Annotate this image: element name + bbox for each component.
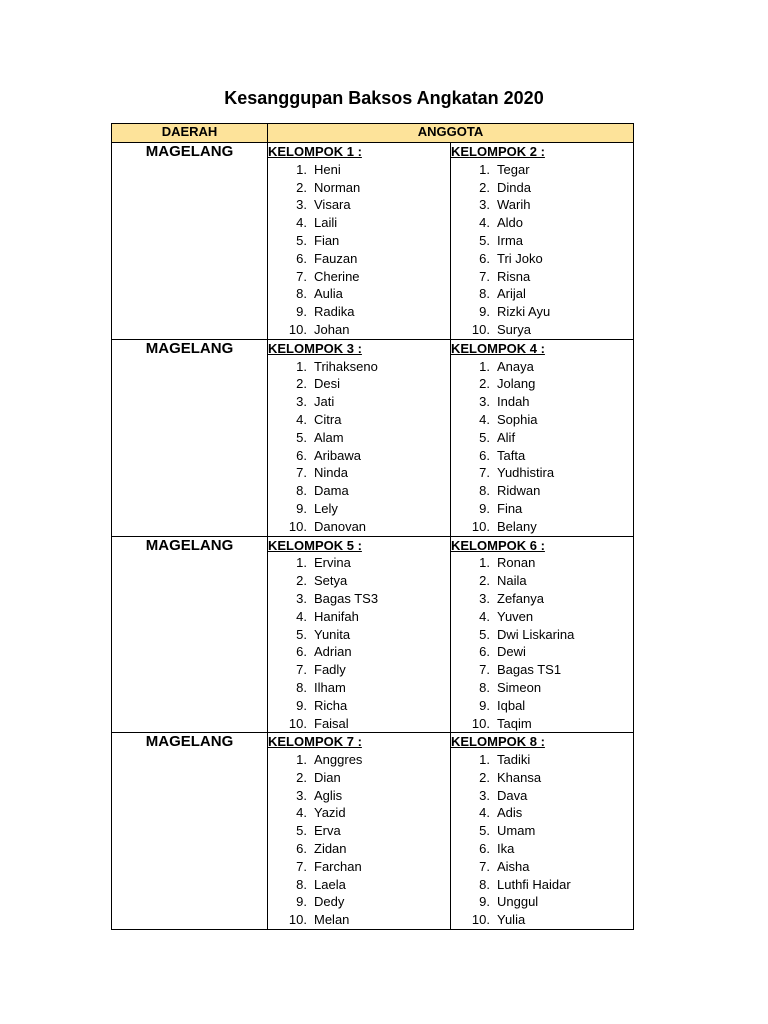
member-name: Hanifah [314, 608, 359, 624]
member-name: Unggul [497, 894, 539, 910]
member-name: Luthfi Haidar [497, 876, 571, 892]
member-list [268, 358, 450, 536]
member-number: 4. [479, 215, 490, 231]
list-item [451, 161, 633, 179]
list-item [451, 303, 633, 321]
member-number: 10. [471, 912, 490, 928]
member-name: Ervina [314, 555, 351, 571]
member-name: Yunita [314, 626, 351, 642]
member-name: Laela [314, 876, 346, 892]
member-number: 1. [479, 161, 490, 177]
table-row [112, 536, 634, 733]
member-number: 4. [479, 608, 490, 624]
member-number: 6. [296, 250, 307, 266]
list-item [268, 214, 450, 232]
daerah-cell: MAGELANG [112, 143, 268, 340]
list-item [451, 447, 633, 465]
member-number: 7. [479, 465, 490, 481]
member-name: Iqbal [497, 697, 526, 713]
member-name: Dedy [314, 894, 345, 910]
list-item [268, 804, 450, 822]
member-number: 9. [296, 894, 307, 910]
member-name: Lely [314, 500, 338, 516]
member-name: Zidan [314, 841, 347, 857]
member-number: 8. [479, 679, 490, 695]
member-number: 7. [296, 858, 307, 874]
list-item [268, 250, 450, 268]
member-number: 4. [296, 411, 307, 427]
list-item [451, 822, 633, 840]
member-name: Bagas TS3 [314, 590, 379, 606]
member-number: 10. [288, 912, 307, 928]
member-number: 10. [471, 321, 490, 337]
member-number: 6. [479, 841, 490, 857]
list-item [451, 232, 633, 250]
member-name: Umam [497, 823, 536, 839]
member-name: Radika [314, 304, 355, 320]
member-number: 7. [296, 662, 307, 678]
group-title: KELOMPOK 4 : [451, 340, 545, 356]
list-item [451, 268, 633, 286]
group-cell [451, 536, 634, 733]
member-name: Surya [497, 321, 531, 337]
member-name: Khansa [497, 769, 542, 785]
member-number: 3. [479, 394, 490, 410]
member-name: Simeon [497, 679, 542, 695]
list-item [268, 321, 450, 339]
list-item [451, 787, 633, 805]
list-item [268, 911, 450, 929]
member-number: 4. [296, 215, 307, 231]
member-number: 3. [479, 787, 490, 803]
table-body [112, 143, 634, 930]
member-number: 2. [296, 769, 307, 785]
member-name: Jolang [497, 376, 536, 392]
member-number: 8. [296, 876, 307, 892]
member-number: 8. [296, 286, 307, 302]
list-item [268, 876, 450, 894]
list-item [268, 482, 450, 500]
member-number: 5. [479, 626, 490, 642]
member-number: 2. [296, 573, 307, 589]
member-name: Taqim [497, 715, 532, 731]
member-number: 8. [479, 876, 490, 892]
list-item [268, 196, 450, 214]
member-name: Yudhistira [497, 465, 555, 481]
member-name: Ilham [314, 679, 346, 695]
member-number: 10. [288, 715, 307, 731]
list-item [451, 769, 633, 787]
list-item [268, 393, 450, 411]
member-number: 4. [479, 805, 490, 821]
member-number: 7. [296, 268, 307, 284]
list-item [268, 232, 450, 250]
list-item [268, 715, 450, 733]
member-name: Bagas TS1 [497, 662, 562, 678]
member-name: Richa [314, 697, 348, 713]
member-number: 1. [296, 752, 307, 768]
list-item [268, 626, 450, 644]
member-name: Risna [497, 268, 531, 284]
daerah-cell: MAGELANG [112, 536, 268, 733]
member-name: Aribawa [314, 447, 361, 463]
member-number: 9. [296, 697, 307, 713]
member-name: Zefanya [497, 590, 544, 606]
list-item [451, 285, 633, 303]
list-item [268, 893, 450, 911]
member-name: Yulia [497, 912, 526, 928]
member-number: 2. [296, 179, 307, 195]
list-item [268, 751, 450, 769]
list-item [451, 482, 633, 500]
member-name: Ika [497, 841, 515, 857]
member-name: Visara [314, 197, 351, 213]
list-item [451, 375, 633, 393]
member-name: Dinda [497, 179, 531, 195]
member-number: 2. [479, 179, 490, 195]
member-name: Dava [497, 787, 528, 803]
group-title: KELOMPOK 1 : [268, 144, 362, 159]
member-list [451, 161, 633, 339]
member-name: Adis [497, 805, 523, 821]
member-name: Norman [314, 179, 361, 195]
group-cell [268, 339, 451, 536]
list-item [451, 626, 633, 644]
list-item [451, 500, 633, 518]
list-item [268, 464, 450, 482]
member-number: 6. [296, 841, 307, 857]
list-item [268, 787, 450, 805]
member-name: Erva [314, 823, 341, 839]
member-name: Ronan [497, 555, 536, 571]
member-number: 1. [479, 358, 490, 374]
list-item [268, 858, 450, 876]
member-number: 10. [288, 518, 307, 534]
member-number: 6. [479, 644, 490, 660]
table-row [112, 339, 634, 536]
member-number: 5. [296, 626, 307, 642]
member-number: 3. [479, 197, 490, 213]
member-name: Ninda [314, 465, 348, 481]
member-number: 10. [471, 715, 490, 731]
daerah-cell: MAGELANG [112, 733, 268, 930]
member-number: 4. [479, 411, 490, 427]
member-name: Fadly [314, 662, 346, 678]
list-item [268, 303, 450, 321]
list-item [268, 161, 450, 179]
member-name: Arijal [497, 286, 526, 302]
list-item [451, 715, 633, 733]
list-item [451, 196, 633, 214]
list-item [451, 179, 633, 197]
member-name: Johan [314, 321, 350, 337]
list-item [268, 840, 450, 858]
list-item [451, 411, 633, 429]
member-name: Aglis [314, 787, 343, 803]
member-name: Adrian [314, 644, 352, 660]
list-item [268, 429, 450, 447]
header-anggota: ANGGOTA [268, 124, 634, 143]
list-item [268, 518, 450, 536]
member-name: Anggres [314, 752, 363, 768]
member-number: 2. [296, 376, 307, 392]
member-name: Cherine [314, 268, 360, 284]
list-item [268, 590, 450, 608]
member-number: 6. [479, 447, 490, 463]
member-name: Tadiki [497, 752, 531, 768]
list-item [451, 911, 633, 929]
member-name: Dewi [497, 644, 526, 660]
group-cell [268, 536, 451, 733]
member-number: 2. [479, 376, 490, 392]
member-number: 9. [479, 500, 490, 516]
member-number: 3. [296, 787, 307, 803]
member-number: 8. [296, 483, 307, 499]
list-item [451, 858, 633, 876]
member-name: Naila [497, 573, 527, 589]
group-cell [451, 733, 634, 930]
table-row [112, 733, 634, 930]
member-name: Aldo [497, 215, 524, 231]
list-item [451, 840, 633, 858]
list-item [268, 661, 450, 679]
list-item [268, 643, 450, 661]
list-item [268, 697, 450, 715]
table-header-row [112, 124, 634, 143]
member-number: 2. [479, 573, 490, 589]
list-item [268, 608, 450, 626]
member-number: 1. [479, 555, 490, 571]
member-name: Indah [497, 394, 530, 410]
group-title: KELOMPOK 5 : [268, 537, 362, 553]
member-number: 1. [296, 358, 307, 374]
list-item [451, 751, 633, 769]
list-item [451, 214, 633, 232]
member-name: Fauzan [314, 250, 358, 266]
member-name: Jati [314, 394, 335, 410]
member-number: 1. [479, 752, 490, 768]
member-number: 7. [479, 268, 490, 284]
member-number: 8. [296, 679, 307, 695]
member-number: 6. [296, 644, 307, 660]
member-name: Faisal [314, 715, 349, 731]
member-name: Danovan [314, 518, 367, 534]
group-cell [451, 339, 634, 536]
member-number: 9. [296, 500, 307, 516]
member-name: Aulia [314, 286, 343, 302]
member-number: 3. [296, 590, 307, 606]
member-name: Heni [314, 161, 341, 177]
member-name: Melan [314, 912, 350, 928]
list-item [451, 393, 633, 411]
member-number: 9. [479, 304, 490, 320]
member-name: Dama [314, 483, 349, 499]
member-name: Rizki Ayu [497, 304, 551, 320]
member-name: Tri Joko [497, 250, 543, 266]
header-daerah: DAERAH [112, 124, 268, 143]
member-name: Farchan [314, 858, 362, 874]
member-number: 6. [296, 447, 307, 463]
member-number: 2. [479, 769, 490, 785]
list-item [451, 321, 633, 339]
member-name: Desi [314, 376, 341, 392]
member-number: 9. [479, 697, 490, 713]
list-item [451, 697, 633, 715]
list-item [268, 500, 450, 518]
member-name: Dwi Liskarina [497, 626, 575, 642]
daerah-cell: MAGELANG [112, 339, 268, 536]
member-name: Warih [497, 197, 531, 213]
list-item [268, 769, 450, 787]
list-item [268, 358, 450, 376]
list-item [451, 518, 633, 536]
member-name: Laili [314, 215, 338, 231]
member-number: 4. [296, 608, 307, 624]
member-name: Aisha [497, 858, 530, 874]
member-name: Yuven [497, 608, 534, 624]
member-number: 8. [479, 483, 490, 499]
member-name: Anaya [497, 358, 534, 374]
list-item [451, 554, 633, 572]
member-name: Alif [497, 429, 516, 445]
member-number: 7. [479, 662, 490, 678]
page-title: Kesanggupan Baksos Angkatan 2020 [224, 88, 544, 108]
member-number: 6. [479, 250, 490, 266]
member-name: Setya [314, 573, 348, 589]
member-name: Irma [497, 232, 523, 248]
member-number: 5. [296, 429, 307, 445]
member-name: Fian [314, 232, 340, 248]
member-name: Yazid [314, 805, 346, 821]
list-item [268, 572, 450, 590]
list-item [451, 679, 633, 697]
list-item [451, 643, 633, 661]
member-list [268, 554, 450, 732]
member-name: Ridwan [497, 483, 541, 499]
member-name: Dian [314, 769, 341, 785]
member-name: Sophia [497, 411, 538, 427]
list-item [268, 268, 450, 286]
member-number: 7. [296, 465, 307, 481]
member-number: 5. [479, 232, 490, 248]
member-number: 5. [479, 429, 490, 445]
table-row [112, 143, 634, 340]
list-item [451, 572, 633, 590]
group-cell [268, 733, 451, 930]
member-number: 3. [296, 394, 307, 410]
member-name: Citra [314, 411, 342, 427]
member-list [451, 554, 633, 732]
member-number: 5. [296, 232, 307, 248]
list-item [451, 464, 633, 482]
group-cell [451, 143, 634, 340]
member-number: 10. [471, 518, 490, 534]
list-item [451, 804, 633, 822]
group-title: KELOMPOK 7 : [268, 734, 362, 750]
member-name: Trihakseno [314, 358, 378, 374]
group-table [111, 123, 634, 930]
member-number: 3. [479, 590, 490, 606]
list-item [268, 822, 450, 840]
member-number: 5. [296, 823, 307, 839]
member-number: 8. [479, 286, 490, 302]
member-name: Fina [497, 500, 523, 516]
member-name: Tegar [497, 161, 530, 177]
list-item [268, 285, 450, 303]
list-item [451, 358, 633, 376]
member-number: 10. [288, 321, 307, 337]
list-item [268, 554, 450, 572]
list-item [451, 893, 633, 911]
list-item [268, 375, 450, 393]
group-title: KELOMPOK 3 : [268, 340, 362, 356]
list-item [268, 179, 450, 197]
group-title: KELOMPOK 6 : [451, 537, 545, 553]
member-list [268, 161, 450, 339]
member-number: 7. [479, 858, 490, 874]
list-item [268, 679, 450, 697]
group-title: KELOMPOK 8 : [451, 734, 545, 750]
list-item [268, 447, 450, 465]
list-item [451, 429, 633, 447]
group-cell [268, 143, 451, 340]
member-list [451, 358, 633, 536]
list-item [451, 876, 633, 894]
member-list [451, 751, 633, 929]
list-item [268, 411, 450, 429]
group-title: KELOMPOK 2 : [451, 144, 545, 159]
member-number: 9. [479, 894, 490, 910]
member-list [268, 751, 450, 929]
member-number: 9. [296, 304, 307, 320]
member-number: 1. [296, 555, 307, 571]
member-name: Belany [497, 518, 537, 534]
list-item [451, 590, 633, 608]
list-item [451, 250, 633, 268]
list-item [451, 661, 633, 679]
member-number: 1. [296, 161, 307, 177]
member-number: 4. [296, 805, 307, 821]
member-number: 5. [479, 823, 490, 839]
member-name: Tafta [497, 447, 526, 463]
member-number: 3. [296, 197, 307, 213]
list-item [451, 608, 633, 626]
member-name: Alam [314, 429, 344, 445]
